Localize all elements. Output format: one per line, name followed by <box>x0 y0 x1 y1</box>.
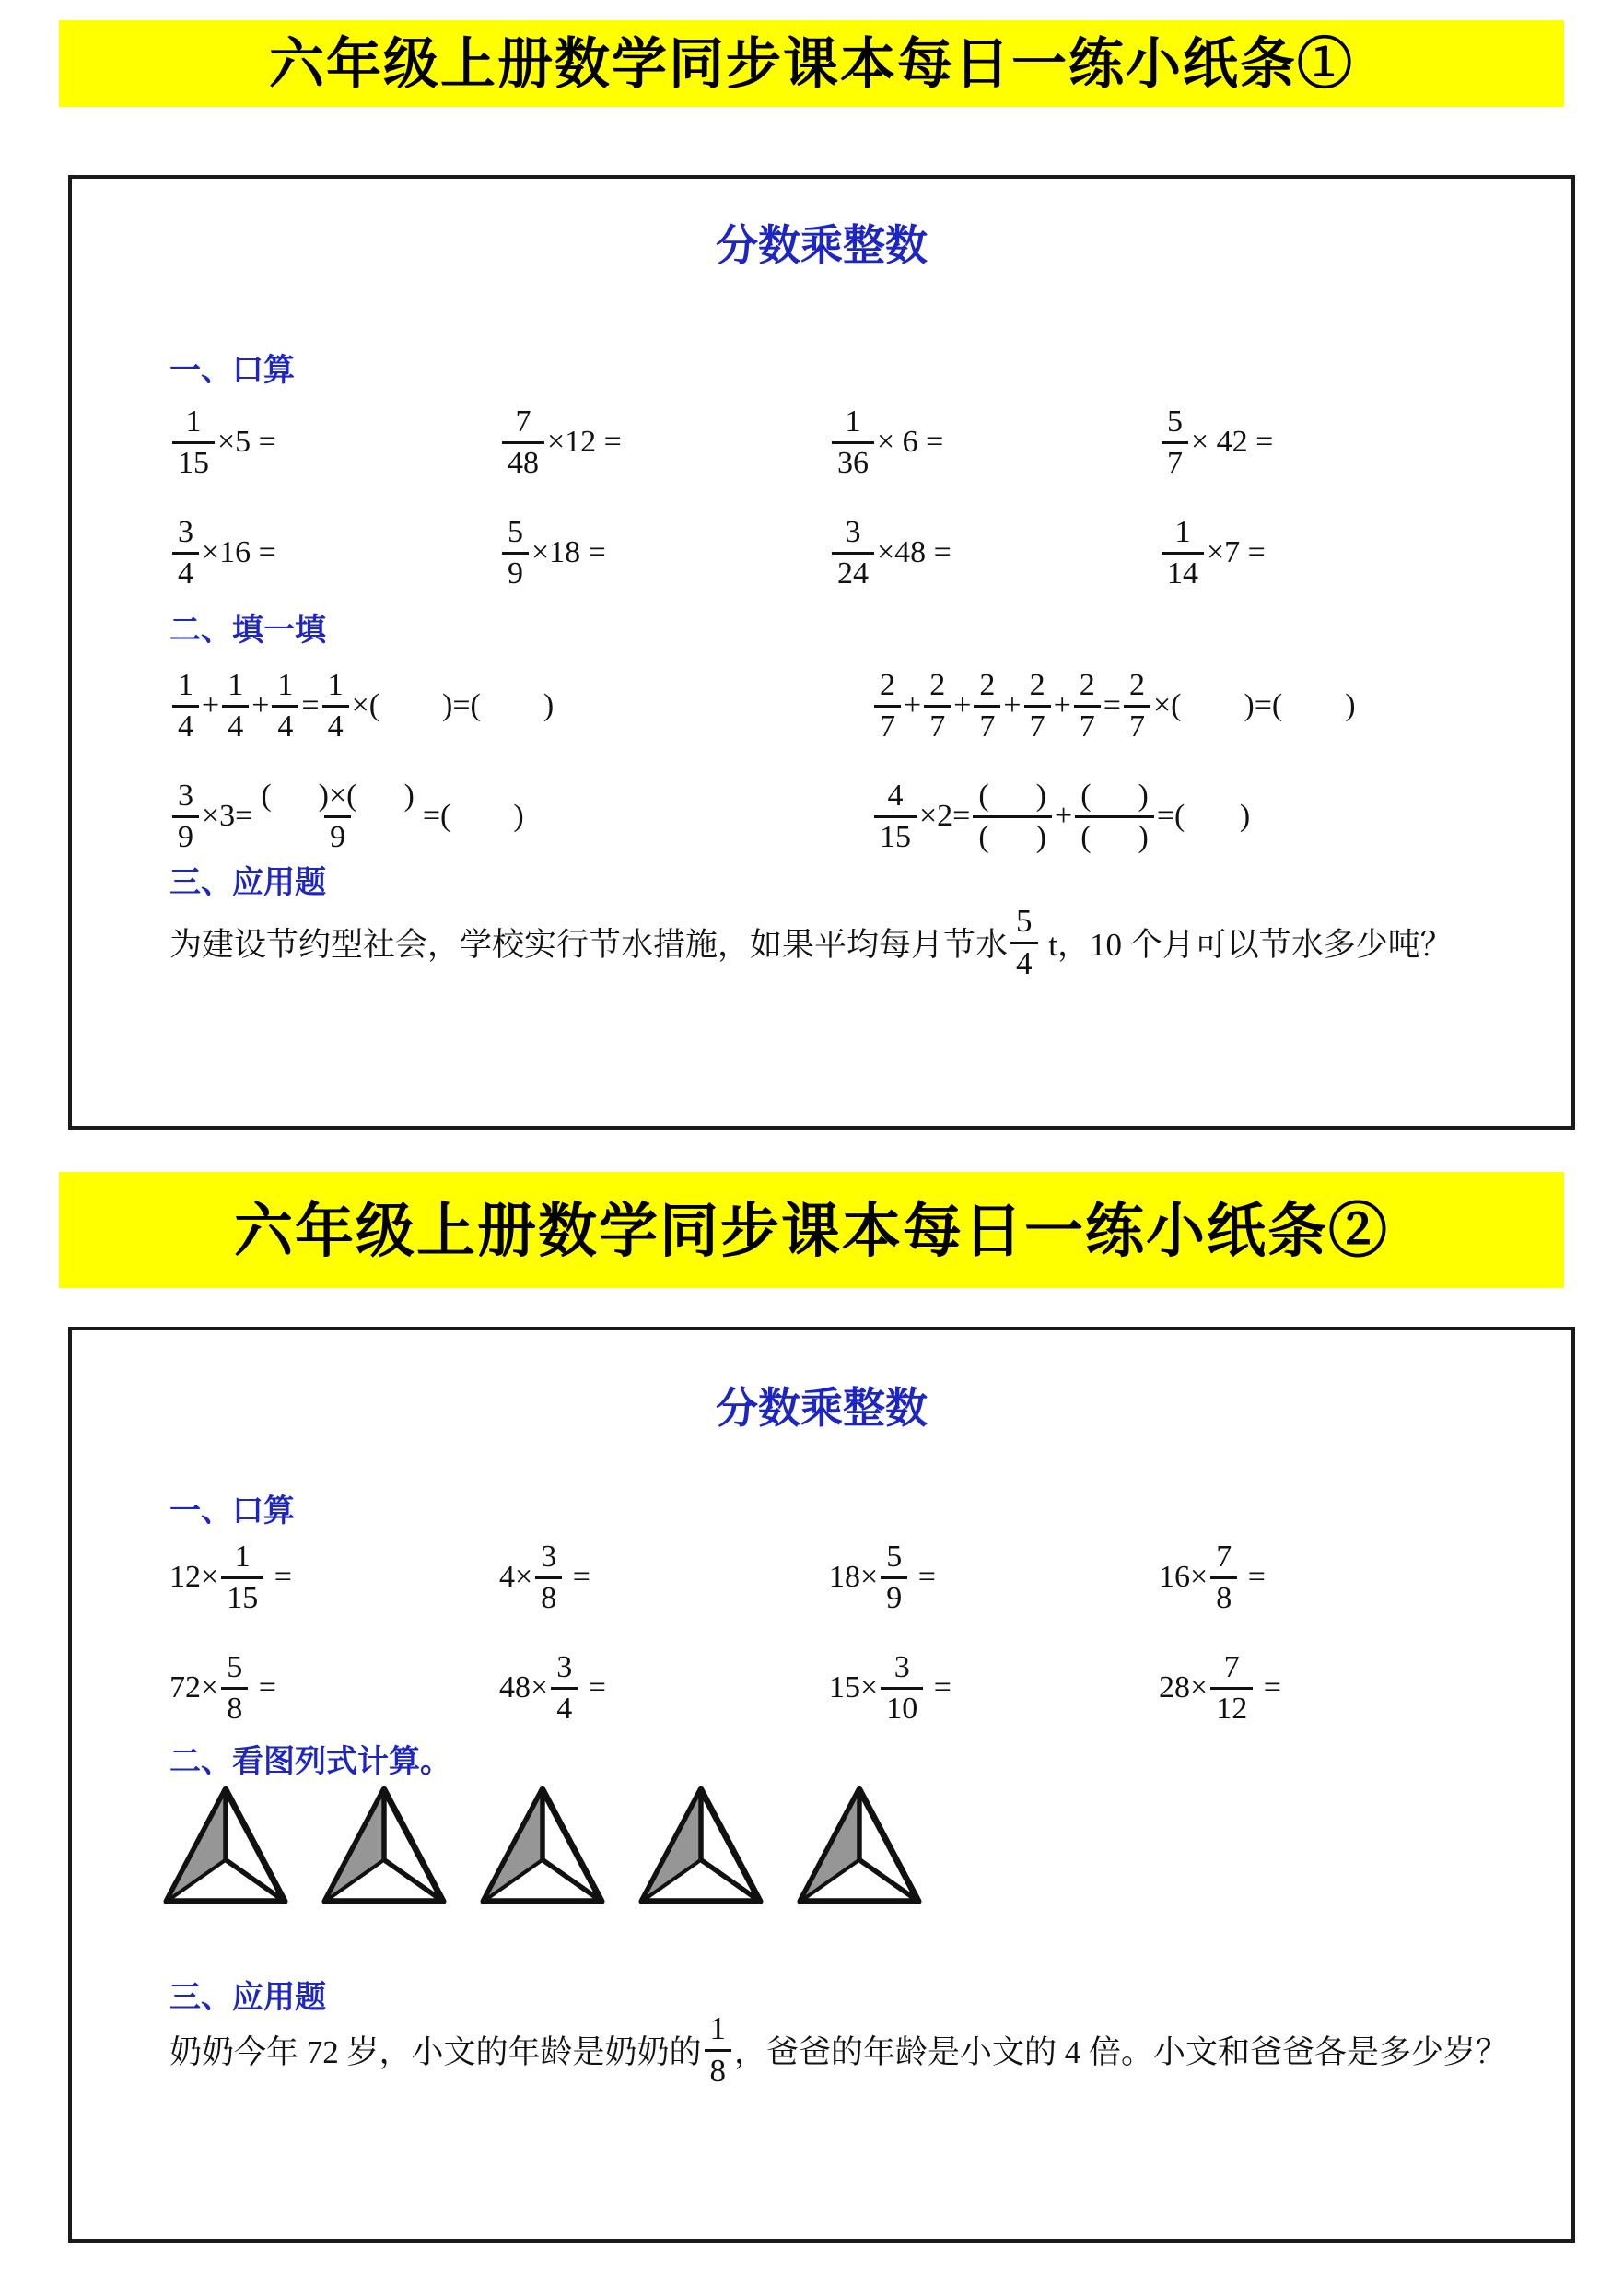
math-text: ×12 = <box>547 425 622 459</box>
fraction-denominator: 15 <box>172 441 215 480</box>
fraction <box>1162 516 1204 590</box>
math-text: ×3= <box>202 799 253 833</box>
worksheet1-applied-problem <box>169 905 1453 981</box>
fraction <box>881 1540 907 1614</box>
math-expression <box>829 398 1159 486</box>
fraction <box>832 405 874 479</box>
math-text: 28× <box>1159 1670 1208 1704</box>
fraction-numerator: 1 <box>178 667 193 702</box>
divided-triangle-figure <box>315 1784 453 1911</box>
fraction <box>973 779 1052 853</box>
math-text: =( ) <box>1156 799 1251 833</box>
fraction-denominator: 7 <box>974 705 1000 744</box>
fraction <box>1210 1651 1253 1725</box>
math-expression <box>169 1533 499 1622</box>
worksheet2-oral-problems <box>169 1533 1489 1732</box>
fraction <box>1024 669 1051 743</box>
fraction-denominator: 7 <box>874 705 901 744</box>
worksheet1-oral-problems <box>169 398 1489 597</box>
fraction-numerator: ( )×( ) <box>261 778 415 813</box>
fraction-numerator: ( ) <box>978 778 1047 813</box>
math-text: = <box>1103 688 1121 722</box>
fraction <box>172 405 215 479</box>
fraction-numerator: 2 <box>1029 667 1045 702</box>
math-text: ，爸爸的年龄是小文的 4 倍。小文和爸爸各是多少岁？ <box>734 2034 1509 2071</box>
math-text: = <box>251 1670 276 1704</box>
fraction-denominator: ( ) <box>1075 815 1154 854</box>
math-text: 16× <box>1159 1560 1208 1594</box>
fraction-numerator: 1 <box>228 667 244 702</box>
math-text: ×( )=( ) <box>351 688 555 722</box>
fraction <box>832 516 874 590</box>
fraction <box>881 1651 923 1725</box>
fraction-denominator: 12 <box>1210 1687 1253 1726</box>
fraction <box>924 669 951 743</box>
worksheet1-banner: 六年级上册数学同步课本每日一练小纸条① <box>59 20 1564 107</box>
fraction-denominator: 9 <box>502 552 529 591</box>
math-text: 18× <box>829 1560 879 1594</box>
fraction-numerator: 5 <box>508 514 523 549</box>
fraction <box>874 779 917 853</box>
fraction-denominator: 4 <box>222 705 249 744</box>
math-expression <box>169 509 499 597</box>
worksheet2-banner: 六年级上册数学同步课本每日一练小纸条② <box>59 1172 1564 1288</box>
fraction-denominator: 7 <box>1074 705 1101 744</box>
fraction <box>1074 669 1101 743</box>
math-text: ×48 = <box>877 535 952 569</box>
fraction-numerator: 7 <box>1216 1539 1232 1574</box>
worksheet2-title: 分数乘整数 <box>716 1384 928 1432</box>
worksheet1-box <box>68 175 1575 1130</box>
fraction-numerator: 1 <box>185 404 202 439</box>
fraction-numerator: 2 <box>1128 667 1145 702</box>
math-expression <box>169 1644 499 1732</box>
fraction-denominator: 10 <box>881 1687 923 1726</box>
math-text: 15× <box>829 1670 879 1704</box>
worksheet2-picture-heading: 二、看图列式计算。 <box>169 1744 451 1779</box>
fraction <box>1210 1540 1237 1614</box>
fraction-numerator: 3 <box>893 1649 910 1684</box>
divided-triangle-figure <box>632 1784 770 1911</box>
fraction-denominator: 4 <box>172 552 199 591</box>
math-text: ×18 = <box>531 535 606 569</box>
fraction-denominator: 4 <box>1010 942 1038 981</box>
worksheet1-title: 分数乘整数 <box>716 221 928 269</box>
fraction <box>172 516 199 590</box>
math-text: + <box>251 688 270 722</box>
fraction <box>272 669 298 743</box>
fraction <box>1075 779 1154 853</box>
math-text: = <box>565 1560 590 1594</box>
divided-triangle-figure <box>790 1784 928 1911</box>
math-text: + <box>1003 688 1022 722</box>
math-expression <box>1159 509 1489 597</box>
math-text: × 6 = <box>877 425 944 459</box>
math-expression <box>499 398 829 486</box>
fraction-numerator: ( ) <box>1080 778 1149 813</box>
fraction-numerator: 5 <box>886 1539 903 1574</box>
fraction-numerator: 1 <box>845 404 861 439</box>
math-text: 4× <box>499 1560 533 1594</box>
fraction <box>221 1540 263 1614</box>
fraction-numerator: 5 <box>227 1649 243 1684</box>
divided-triangle-figure <box>157 1784 295 1911</box>
fraction <box>1124 669 1150 743</box>
math-expression <box>829 1644 1159 1732</box>
math-text: + <box>202 688 220 722</box>
math-expression <box>499 1644 829 1732</box>
fraction-numerator: 3 <box>845 514 861 549</box>
math-expression <box>169 658 871 754</box>
fraction-denominator: ( ) <box>973 815 1052 854</box>
fraction-numerator: 2 <box>880 667 895 702</box>
fraction-numerator: 5 <box>1167 404 1183 439</box>
fraction-denominator: 24 <box>832 552 874 591</box>
math-text: × 42 = <box>1191 425 1274 459</box>
fraction-numerator: 2 <box>979 667 996 702</box>
math-expression <box>169 768 871 864</box>
fraction-denominator: 14 <box>1162 552 1204 591</box>
worksheet2-triangle-figures <box>157 1784 928 1911</box>
fraction-numerator: 3 <box>178 778 193 813</box>
fraction-numerator: 1 <box>234 1539 251 1574</box>
fraction <box>172 669 199 743</box>
math-text: ×7 = <box>1207 535 1266 569</box>
fraction-denominator: 8 <box>221 1687 248 1726</box>
math-expression <box>1159 398 1489 486</box>
math-text: ×16 = <box>202 535 276 569</box>
math-expression <box>871 768 1356 864</box>
worksheet2-applied-problem <box>169 2012 1508 2089</box>
fraction-denominator: 9 <box>172 815 199 854</box>
math-text: t，10 个月可以节水多少吨？ <box>1040 927 1453 964</box>
worksheet1-oral-heading: 一、口算 <box>169 353 295 388</box>
fraction-denominator: 4 <box>551 1687 578 1726</box>
math-text: 72× <box>169 1670 219 1704</box>
fraction-numerator: 5 <box>1016 903 1033 939</box>
worksheet2-applied-heading: 三、应用题 <box>169 1980 326 2015</box>
worksheet1-applied-heading: 三、应用题 <box>169 865 326 900</box>
fraction <box>322 669 349 743</box>
fraction-numerator: 2 <box>1079 667 1095 702</box>
math-text: =( ) <box>422 799 524 833</box>
math-expression <box>169 398 499 486</box>
math-expression <box>829 509 1159 597</box>
math-text: + <box>1053 688 1071 722</box>
fraction-denominator: 7 <box>1124 705 1150 744</box>
fraction-denominator: 9 <box>324 815 351 854</box>
fraction <box>874 669 901 743</box>
math-text: 为建设节约型社会，学校实行节水措施，如果平均每月节水 <box>169 927 1009 964</box>
fraction-numerator: 7 <box>1223 1649 1240 1684</box>
fraction-numerator: 1 <box>327 667 344 702</box>
math-expression <box>871 658 1356 754</box>
fraction-denominator: 8 <box>535 1576 562 1615</box>
math-text: = <box>1240 1560 1266 1594</box>
fraction <box>974 669 1000 743</box>
worksheet1-fill-heading: 二、填一填 <box>169 613 326 648</box>
fraction <box>1010 905 1038 981</box>
math-text: ×2= <box>919 799 971 833</box>
fraction-denominator: 7 <box>1162 441 1188 480</box>
fraction-numerator: 1 <box>709 2010 727 2046</box>
math-text: + <box>904 688 922 722</box>
fraction-denominator: 7 <box>924 705 951 744</box>
math-expression <box>1159 1644 1489 1732</box>
math-expression <box>829 1533 1159 1622</box>
fraction <box>502 516 529 590</box>
math-expression <box>499 509 829 597</box>
math-text: = <box>926 1670 952 1704</box>
fraction-denominator: 48 <box>502 441 544 480</box>
fraction-numerator: 3 <box>541 1539 557 1574</box>
fraction <box>551 1651 578 1725</box>
fraction-denominator: 9 <box>881 1576 907 1615</box>
fraction-denominator: 7 <box>1024 705 1051 744</box>
worksheet1-fill-problems <box>169 658 1356 864</box>
math-text: 奶奶今年 72 岁，小文的年龄是奶奶的 <box>169 2034 702 2071</box>
fraction <box>502 405 544 479</box>
fraction-numerator: 3 <box>556 1649 573 1684</box>
fraction <box>255 779 419 853</box>
fraction-denominator: 36 <box>832 441 874 480</box>
math-text: ×( )=( ) <box>1152 688 1356 722</box>
math-text: = <box>1255 1670 1281 1704</box>
fraction-denominator: 15 <box>221 1576 263 1615</box>
fraction-denominator: 8 <box>705 2049 732 2089</box>
math-text: 48× <box>499 1670 549 1704</box>
fraction <box>172 779 199 853</box>
fraction-numerator: 1 <box>277 667 294 702</box>
math-text: + <box>953 688 972 722</box>
fraction <box>222 669 249 743</box>
math-text: = <box>580 1670 606 1704</box>
math-text: = <box>266 1560 292 1594</box>
fraction-denominator: 4 <box>272 705 298 744</box>
math-text: + <box>1055 799 1073 833</box>
fraction-denominator: 4 <box>322 705 349 744</box>
worksheet2-box <box>68 1327 1575 2243</box>
math-text: = <box>910 1560 936 1594</box>
worksheet2-oral-heading: 一、口算 <box>169 1494 295 1529</box>
divided-triangle-figure <box>473 1784 612 1911</box>
fraction <box>535 1540 562 1614</box>
math-text: ×5 = <box>217 425 276 459</box>
fraction-denominator: 15 <box>874 815 917 854</box>
fraction-numerator: 7 <box>515 404 531 439</box>
math-text: 12× <box>169 1560 219 1594</box>
fraction-denominator: 4 <box>172 705 199 744</box>
fraction-numerator: 3 <box>178 514 193 549</box>
math-expression <box>1159 1533 1489 1622</box>
fraction-denominator: 8 <box>1210 1576 1237 1615</box>
fraction <box>1162 405 1188 479</box>
fraction <box>221 1651 248 1725</box>
fraction-numerator: 4 <box>887 778 904 813</box>
fraction <box>705 2012 732 2089</box>
fraction-numerator: 1 <box>1174 514 1191 549</box>
math-expression <box>499 1533 829 1622</box>
fraction-numerator: 2 <box>929 667 946 702</box>
math-text: = <box>301 688 320 722</box>
